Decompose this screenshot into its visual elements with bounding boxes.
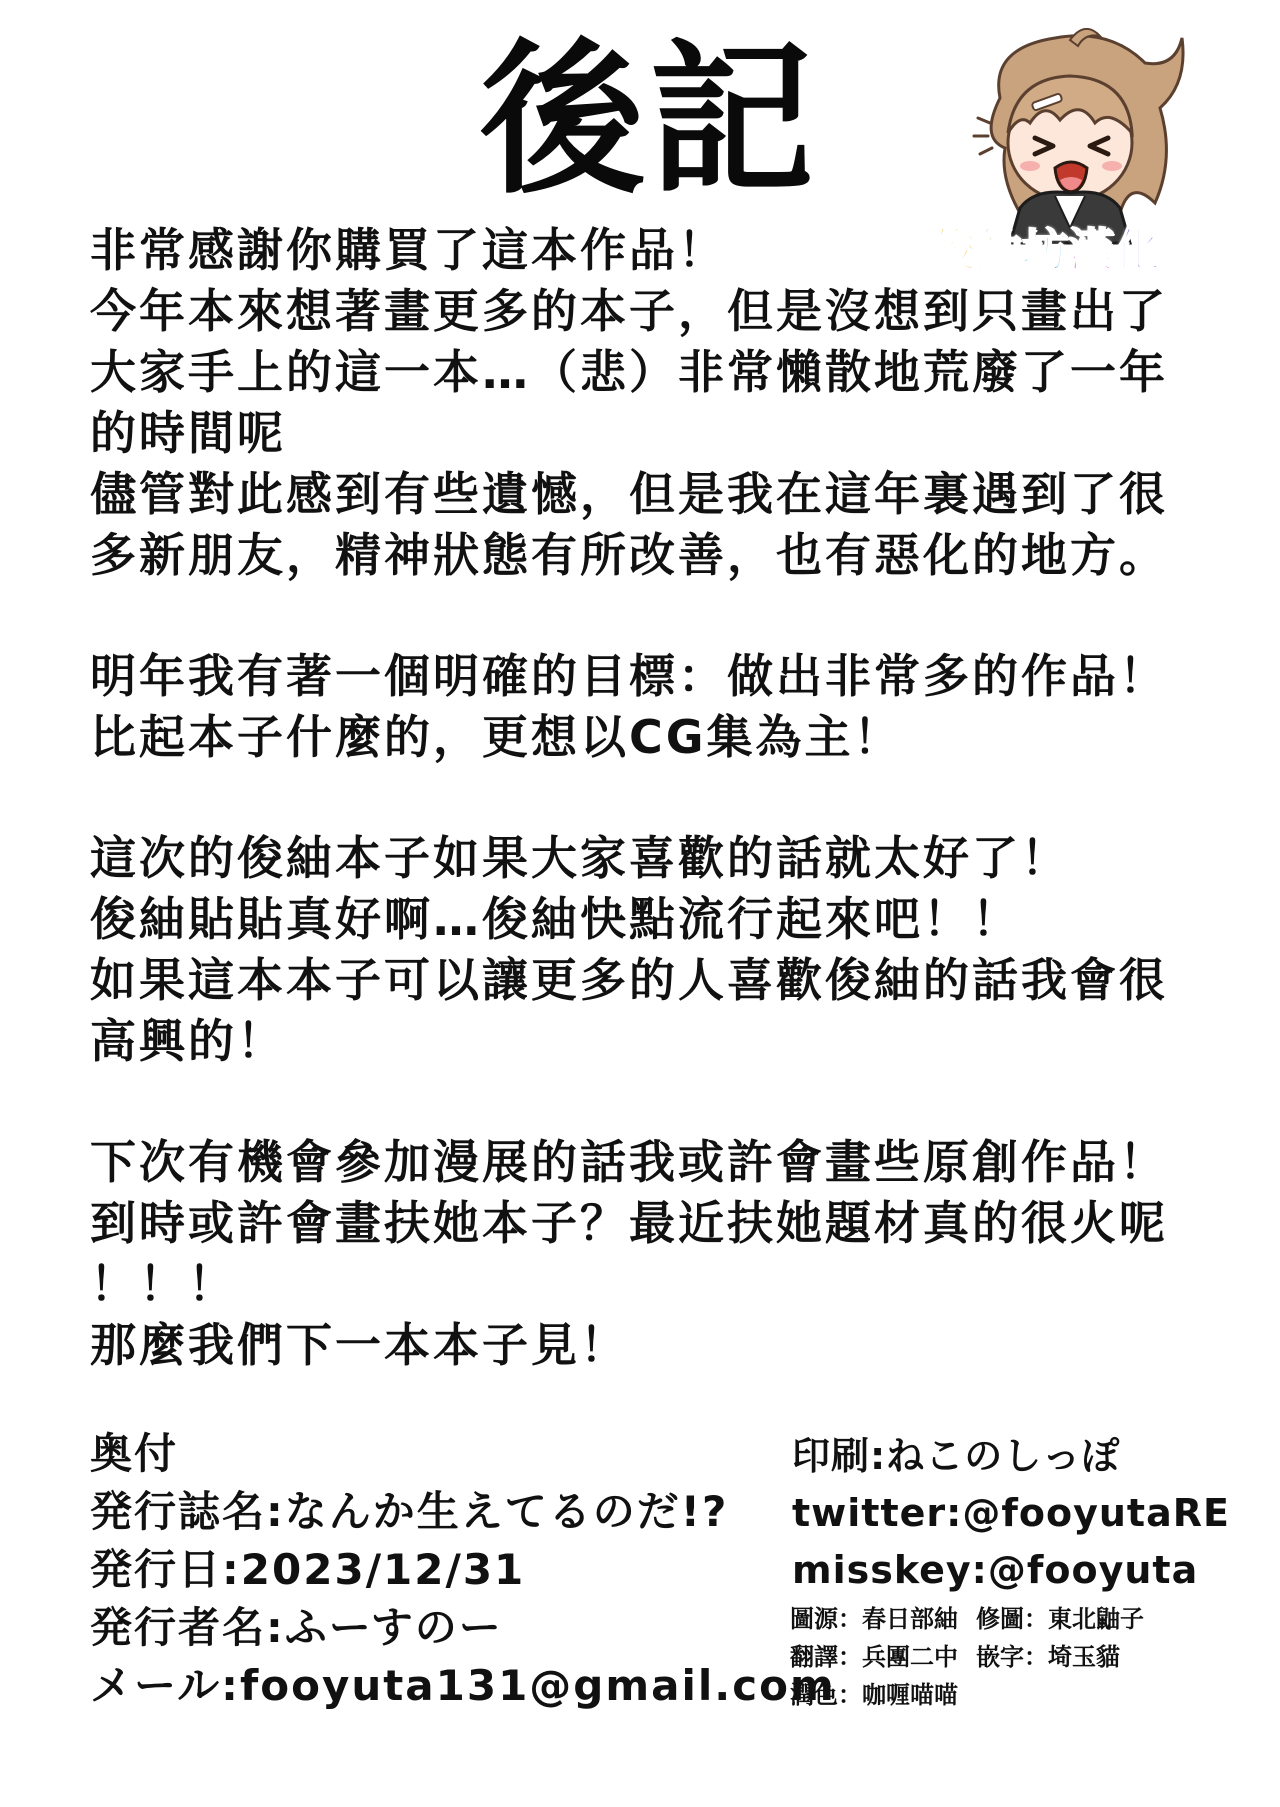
text-line: 下次有機會參加漫展的話我或許會畫些原創作品！: [90, 1135, 1168, 1189]
text-line: 今年本來想著畫更多的本子，但是沒想到只畫出了: [90, 284, 1168, 338]
text-line: 儘管對此感到有些遺憾，但是我在這年裏遇到了很: [90, 467, 1168, 521]
colophon-contacts: [792, 1428, 1232, 1599]
text-line: 非常感謝你購買了這本作品！: [90, 223, 727, 277]
credit-edit: 修圖：東北鼬子: [976, 1605, 1144, 1633]
credit-proofread: 潤色：咖喱喵喵: [790, 1681, 958, 1709]
credit-row: [790, 1676, 1230, 1714]
colophon-title-row: 発行誌名:なんか生えてるのだ!?: [90, 1487, 729, 1536]
credit-source: 圖源：春日部紬: [790, 1605, 958, 1633]
text-line: 高興的！: [90, 1014, 286, 1068]
credit-row: [790, 1600, 1230, 1638]
printer-row: 印刷:ねこのしっぽ: [792, 1434, 1121, 1478]
afterword-body: [90, 220, 1220, 1376]
text-line: 明年我有著一個明確的目標：做出非常多的作品！: [90, 649, 1168, 703]
logo-char: 紬: [976, 223, 1022, 277]
colophon: [90, 1425, 836, 1715]
paragraph: [90, 828, 1220, 1072]
text-line: 多新朋友，精神狀態有所改善，也有惡化的地方。: [90, 528, 1168, 582]
text-line: 如果這本本子可以讓更多的人喜歡俊紬的話我會很: [90, 953, 1168, 1007]
paragraph: [90, 646, 1220, 768]
page-title: 後記: [480, 24, 818, 216]
colophon-email-row: メール:fooyuta131@gmail.com: [90, 1661, 836, 1710]
text-line: 那麼我們下一本本子見！: [90, 1318, 629, 1372]
paragraph: [90, 220, 1220, 586]
text-line: 比起本子什麼的，更想以CG集為主！: [90, 710, 903, 764]
text-line: 的時間呢: [90, 406, 286, 460]
logo-char: 坊: [1022, 223, 1068, 277]
credit-typeset: 嵌字：埼玉貓: [976, 1643, 1120, 1671]
text-line: 這次的俊紬本子如果大家喜歡的話就太好了！: [90, 831, 1070, 885]
text-line: 大家手上的這一本…（悲）非常懶散地荒廢了一年: [90, 345, 1168, 399]
text-line: ！！！: [90, 1257, 237, 1311]
twitter-row: twitter:@fooyutaRE: [792, 1491, 1230, 1535]
credit-translation: 翻譯：兵團二中: [790, 1643, 958, 1671]
text-line: 到時或許會畫扶她本子？最近扶她題材真的很火呢: [90, 1196, 1168, 1250]
colophon-author-row: 発行者名:ふーすのー: [90, 1603, 503, 1652]
logo-char: 化: [1114, 223, 1160, 277]
colophon-date-row: 発行日:2023/12/31: [90, 1545, 526, 1594]
text-line: 俊紬貼貼真好啊…俊紬快點流行起來吧！！: [90, 892, 1021, 946]
translation-credits: [790, 1600, 1230, 1714]
misskey-row: misskey:@fooyuta: [792, 1548, 1199, 1592]
logo-char: 漢: [1068, 223, 1114, 277]
colophon-heading: 奥付: [90, 1429, 179, 1478]
logo-char: 俊: [930, 223, 976, 277]
mascot-illustration: [960, 28, 1190, 248]
paragraph: [90, 1132, 1220, 1376]
credit-row: [790, 1638, 1230, 1676]
